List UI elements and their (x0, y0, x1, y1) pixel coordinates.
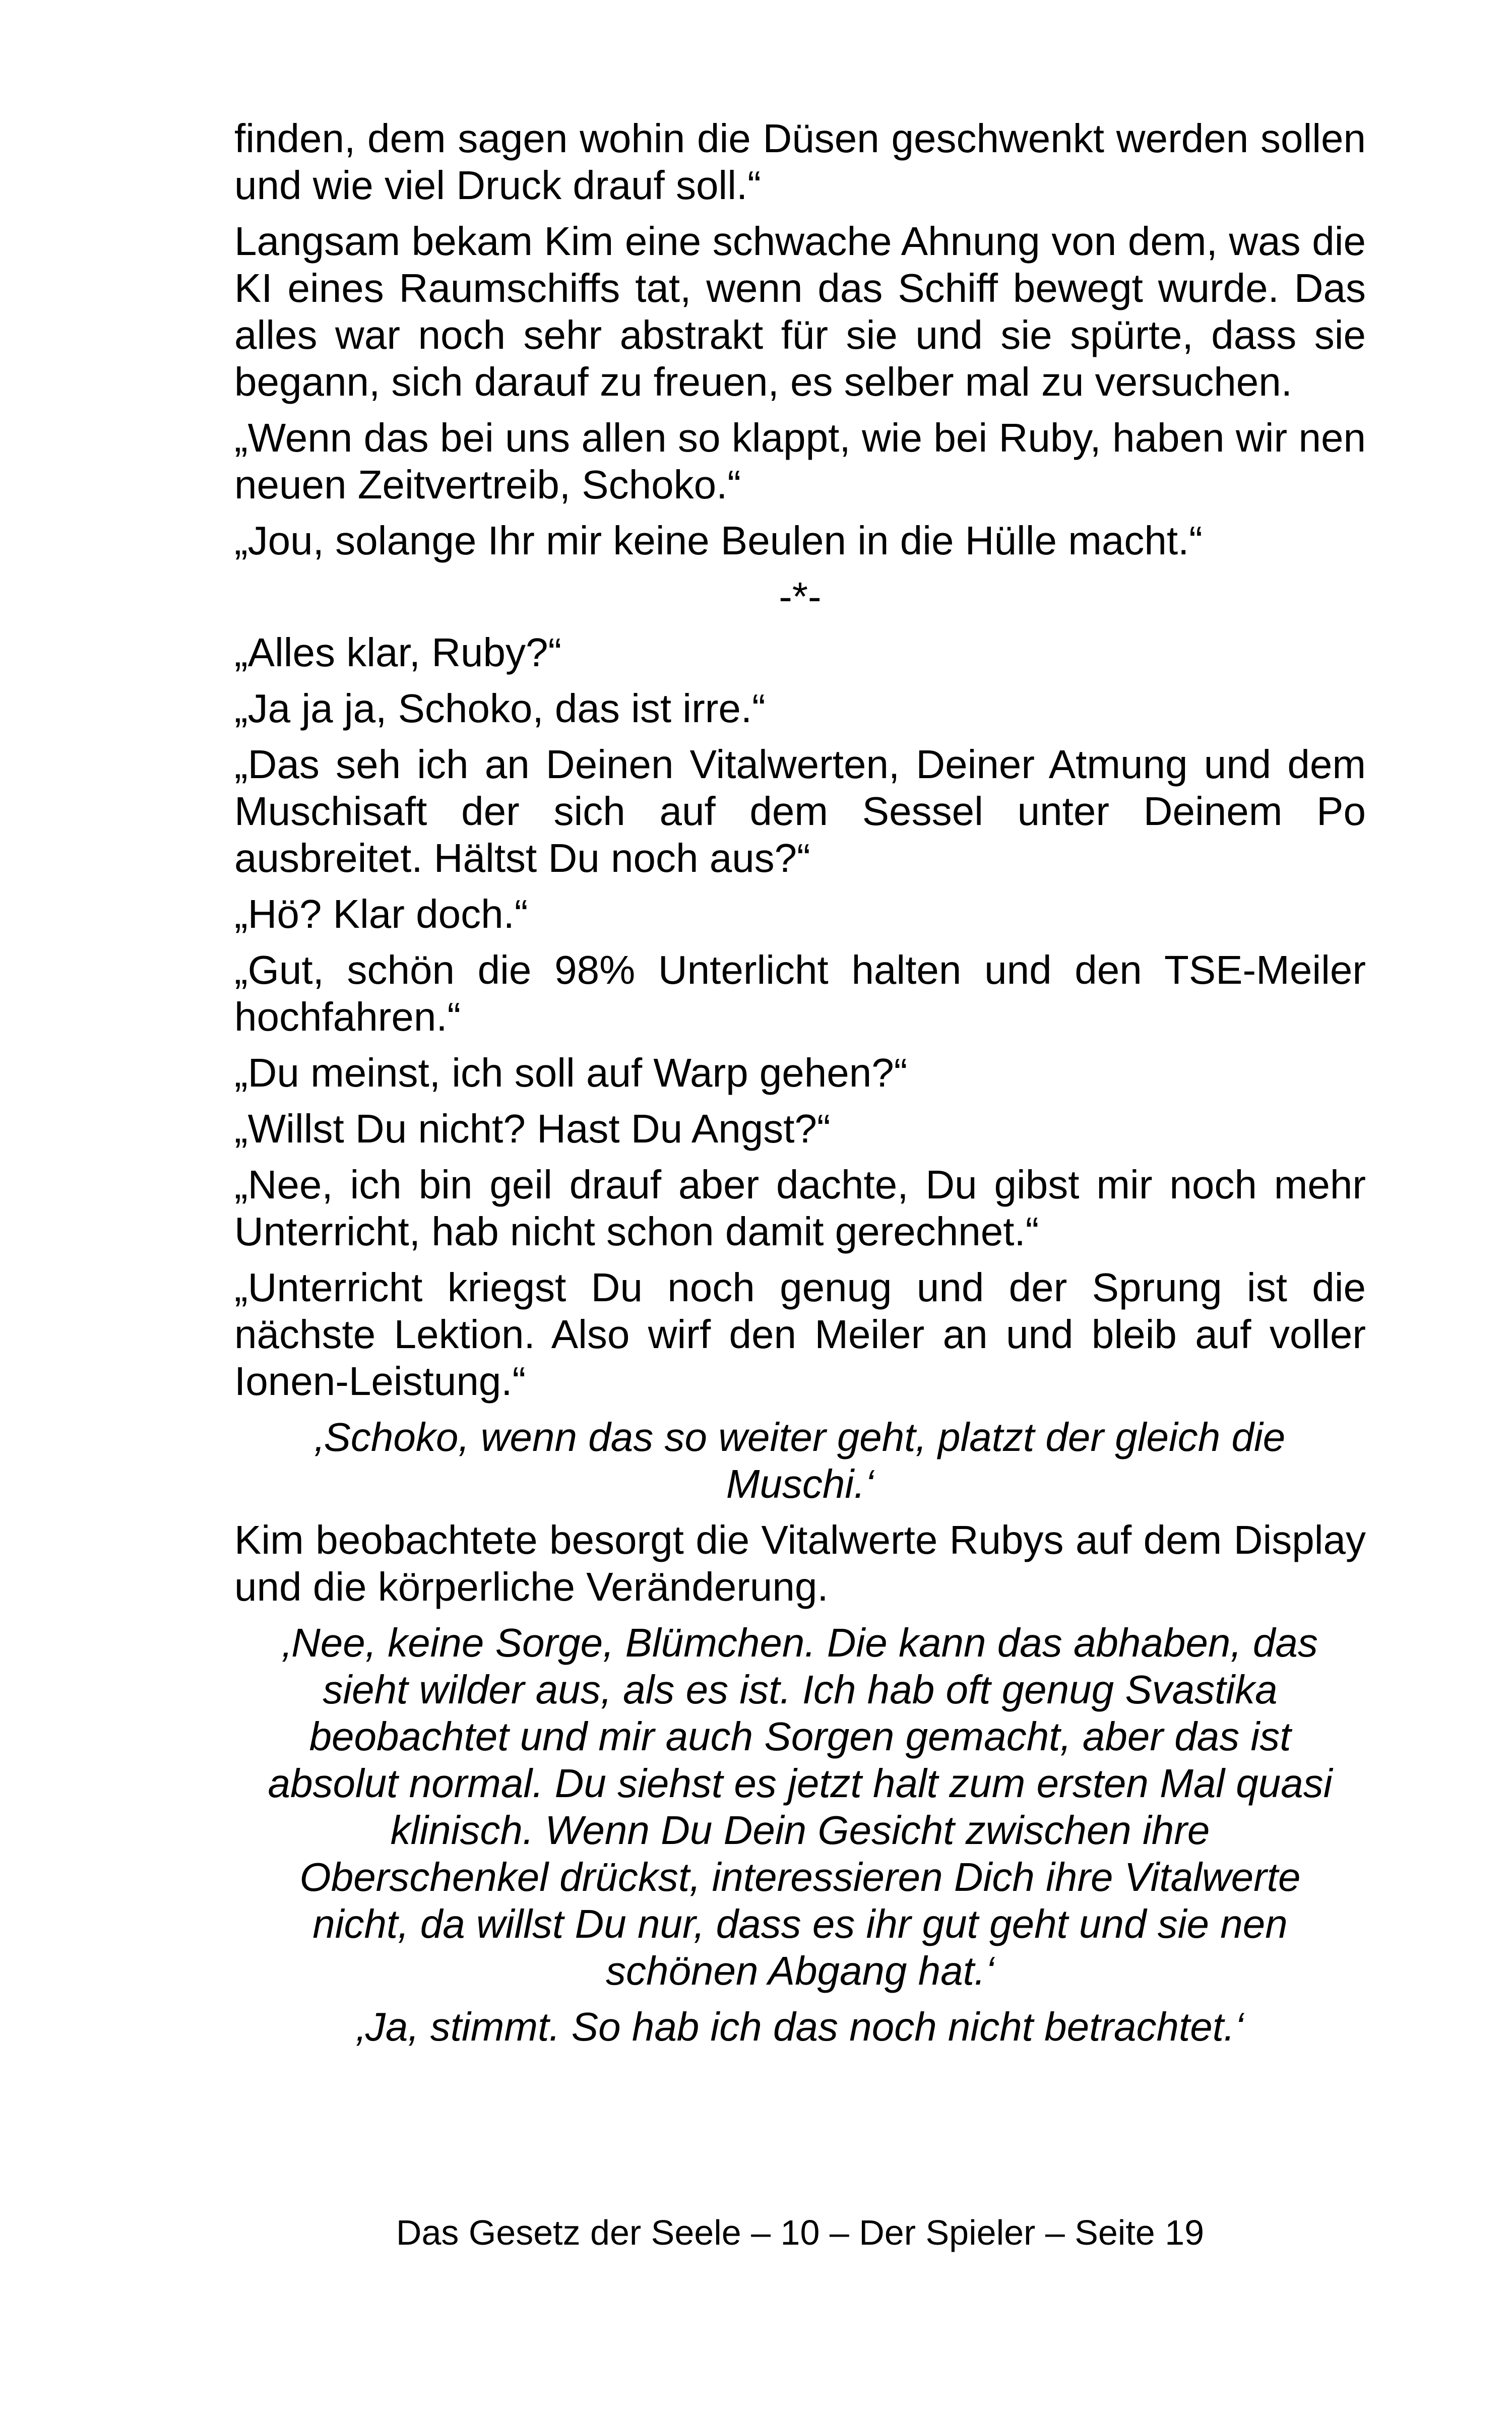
paragraph: finden, dem sagen wohin die Düsen geschwenkt werden sollen und wie viel Druck drauf soll.“ (234, 116, 1366, 208)
dialogue-paragraph: „Jou, solange Ihr mir keine Beulen in die Hülle macht.“ (234, 518, 1203, 563)
dialogue-paragraph: „Willst Du nicht? Hast Du Angst?“ (234, 1106, 831, 1151)
scene-separator: -*- (779, 574, 822, 619)
dialogue-paragraph: „Du meinst, ich soll auf Warp gehen?“ (234, 1050, 908, 1095)
thought-paragraph: ‚Schoko, wenn das so weiter geht, platzt der gleich die Muschi.‘ (314, 1415, 1286, 1506)
paragraph: Langsam bekam Kim eine schwache Ahnung von dem, was die KI eines Raumschiffs tat, wenn das Schiff bewegt wurde. Das alles war noch sehr abstrakt für sie und sie spürte, dass sie begann, sich darauf zu freuen, es selber mal zu versuchen. (234, 219, 1366, 404)
thought-paragraph: ‚Nee, keine Sorge, Blümchen. Die kann das abhaben, das sieht wilder aus, als es ist. Ich hab oft genug Svastika beobachtet und mir auch Sorgen gemacht, aber das ist absolut normal. Du siehst es jetzt halt zum ersten Mal quasi klinisch. Wenn Du Dein Gesicht zwischen ihre Oberschenkel drückst, interessieren Dich ihre Vitalwerte nicht, da willst Du nur, dass es ihr gut geht und sie nen schönen Abgang hat.‘ (268, 1620, 1333, 1993)
dialogue-paragraph: „Das seh ich an Deinen Vitalwerten, Deiner Atmung und dem Muschisaft der sich auf dem Sessel unter Deinem Po ausbreitet. Hältst Du noch aus?“ (234, 742, 1366, 880)
thought-paragraph: ‚Ja, stimmt. So hab ich das noch nicht betrachtet.‘ (356, 2004, 1244, 2049)
dialogue-paragraph: „Ja ja ja, Schoko, das ist irre.“ (234, 686, 766, 731)
dialogue-paragraph: „Unterricht kriegst Du noch genug und der Sprung ist die nächste Lektion. Also wirf den Meiler an und bleib auf voller Ionen-Leistung.“ (234, 1265, 1366, 1404)
dialogue-paragraph: „Wenn das bei uns allen so klappt, wie bei Ruby, haben wir nen neuen Zeitvertreib, Schoko.“ (234, 415, 1366, 507)
page-footer: Das Gesetz der Seele – 10 – Der Spieler – Seite 19 (396, 2213, 1205, 2252)
dialogue-paragraph: „Hö? Klar doch.“ (234, 892, 528, 936)
dialogue-paragraph: „Gut, schön die 98% Unterlicht halten und den TSE-Meiler hochfahren.“ (234, 947, 1366, 1039)
paragraph: Kim beobachtete besorgt die Vitalwerte Rubys auf dem Display und die körperliche Veränderung. (234, 1517, 1366, 1609)
dialogue-paragraph: „Alles klar, Ruby?“ (234, 630, 562, 675)
body-text (234, 115, 1366, 2059)
dialogue-paragraph: „Nee, ich bin geil drauf aber dachte, Du gibst mir noch mehr Unterricht, hab nicht schon damit gerechnet.“ (234, 1162, 1366, 1254)
